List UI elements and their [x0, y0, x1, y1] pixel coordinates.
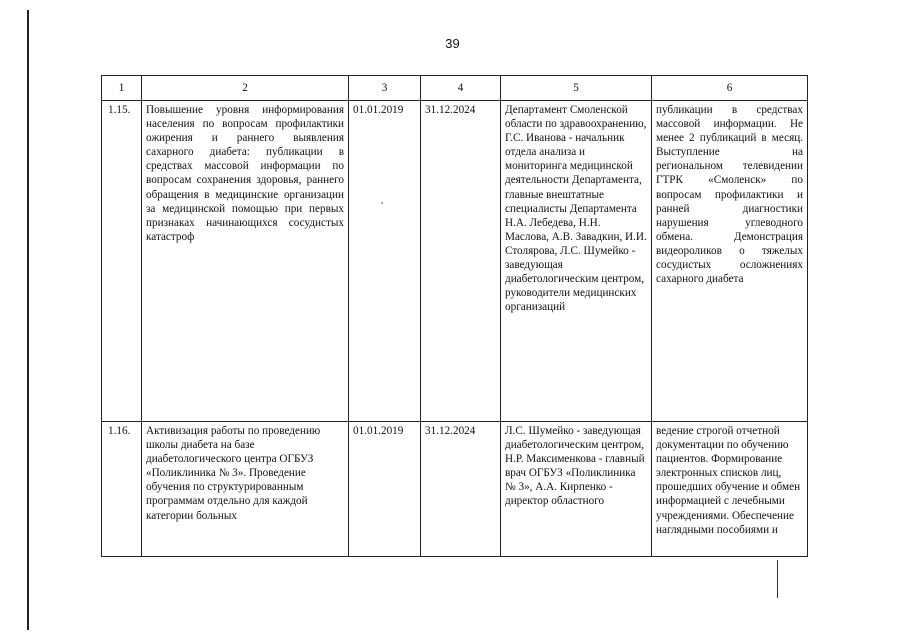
header-cell-4: 4 — [421, 76, 501, 101]
end-date: 31.12.2024 — [421, 101, 501, 422]
page-edge-line — [27, 10, 29, 630]
header-cell-5: 5 — [501, 76, 652, 101]
responsible-executors: Департамент Смоленской области по здравоохранению, Г.С. Иванова - начальник отдела анализа и мониторинга медицинской деятельности Департамента, главные внештатные специалисты Департамента Н.А. Лебедева, Н.Н. Маслова, А.В. Завадкин, И.И. Столярова, Л.С. Шумейко - заведующая диабетологическим центром, руководители медицинских организаций — [501, 101, 652, 422]
measure-description: Активизация работы по проведению школы диабета на базе диабетологического центра ОГБУЗ «Поликлиника № 3». Проведение обучения по структурированным программам отдельно для каждой категории больных — [142, 422, 349, 557]
start-date: 01.01.2019 — [349, 101, 421, 422]
header-cell-6: 6 — [652, 76, 808, 101]
table-row — [102, 101, 808, 422]
page-number: 39 — [445, 36, 460, 51]
expected-result: ведение строгой отчетной документации по обучению пациентов. Формирование электронных списков лиц, прошедших обучение и обмен информацией с лечебными учреждениями. Обеспечение наглядными пособиями и — [652, 422, 808, 557]
end-date: 31.12.2024 — [421, 422, 501, 557]
table-row — [102, 422, 808, 557]
header-row — [102, 76, 808, 101]
header-cell-3: 3 — [349, 76, 421, 101]
measures-table — [101, 75, 808, 557]
row-number: 1.16. — [102, 422, 142, 557]
expected-result: публикации в средствах массовой информации. Не менее 2 публикаций в месяц. Выступление на региональном телевидении ГТРК «Смоленск» по вопросам профилактики и ранней диагностики нарушения углеводного обмена. Демонстрация видеороликов о тяжелых сосудистых осложнениях сахарного диабета — [652, 101, 808, 422]
measure-description: Повышение уровня информирования населения по вопросам профилактики ожирения и раннего выявления сахарного диабета: публикации в средствах массовой информации по вопросам сохранения здоровья, раннего обращения в медицинские организации за медицинской помощью при первых признаках начинающихся сосудистых катастроф — [142, 101, 349, 422]
header-cell-1: 1 — [102, 76, 142, 101]
responsible-executors: Л.С. Шумейко - заведующая диабетологическим центром, Н.Р. Максименкова - главный врач ОГБУЗ «Поликлиника № 3», А.А. Кирпенко - директор областного — [501, 422, 652, 557]
margin-line — [777, 560, 778, 598]
header-cell-2: 2 — [142, 76, 349, 101]
row-number: 1.15. — [102, 101, 142, 422]
start-date: 01.01.2019 — [349, 422, 421, 557]
